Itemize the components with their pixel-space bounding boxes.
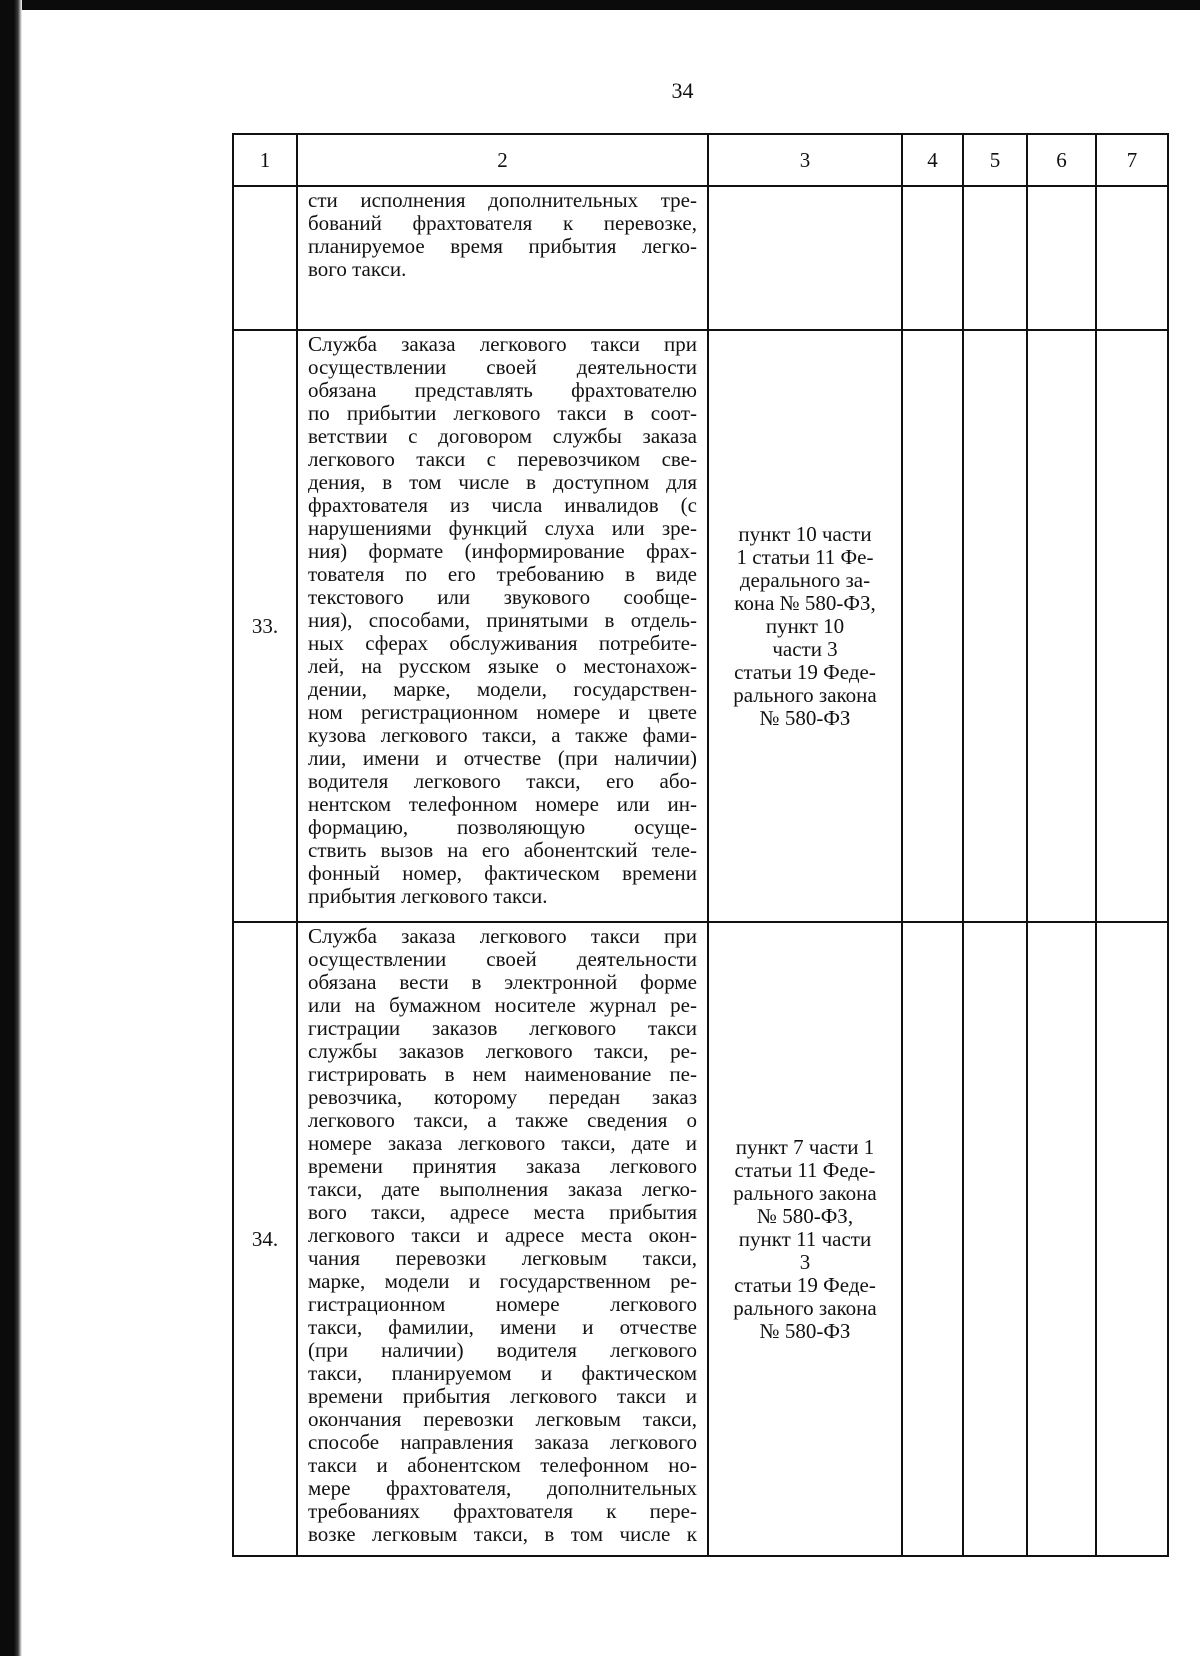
header-col-1: 1 [233, 134, 297, 186]
requirement-text [297, 186, 708, 330]
text-line: времени прибытия легкового такси и [308, 1385, 697, 1408]
empty-cell [1096, 922, 1168, 1556]
text-line: такси и абонентском телефонном но- [308, 1454, 697, 1477]
text-line: тователя по его требованию в виде [308, 563, 697, 586]
scan-edge-left [0, 0, 22, 1656]
text-line: марке, модели и государственном ре- [308, 1270, 697, 1293]
empty-cell [1027, 186, 1096, 330]
empty-cell [1027, 330, 1096, 922]
row-number: 34. [233, 922, 297, 1556]
text-line: сти исполнения дополнительных тре- [308, 189, 697, 212]
text-line: легкового такси, а также сведения о [308, 1109, 697, 1132]
page-number: 34 [671, 78, 694, 103]
reference-line: № 580-ФЗ [759, 1318, 851, 1343]
text-line: водителя легкового такси, его або- [308, 770, 697, 793]
text-line: возке легковым такси, в том числе к [308, 1523, 697, 1546]
reference-line: пункт 10 части [738, 521, 872, 546]
text-line: кузова легкового такси, а также фами- [308, 724, 697, 747]
text-line: легкового такси с перевозчиком све- [308, 448, 697, 471]
requirement-text [297, 330, 708, 922]
text-line: формацию, позволяющую осуще- [308, 816, 697, 839]
regulation-table [232, 133, 1169, 1557]
text-line: Служба заказа легкового такси при [308, 333, 697, 356]
text-line: прибытия легкового такси. [308, 885, 548, 908]
text-line: такси, фамилии, имени и отчестве [308, 1316, 697, 1339]
empty-cell [963, 922, 1027, 1556]
table-row [233, 922, 1168, 1556]
text-line: или на бумажном носителе журнал ре- [308, 994, 697, 1017]
text-line: лей, на русском языке о местонахож- [308, 655, 697, 678]
scan-edge-top [0, 0, 1200, 10]
reference-line: дерального за- [739, 567, 871, 592]
reference-line: статьи 19 Феде- [734, 1272, 876, 1297]
text-line: такси, дате выполнения заказа легко- [308, 1178, 697, 1201]
header-col-3: 3 [708, 134, 902, 186]
text-line: планируемое время прибытия легко- [308, 235, 697, 258]
reference-line: кона № 580-ФЗ, [734, 590, 876, 615]
table-row [233, 330, 1168, 922]
text-line: ствить вызов на его абонентский теле- [308, 839, 697, 862]
row-number [233, 186, 297, 330]
empty-cell [1027, 922, 1096, 1556]
reference-line: рального закона [733, 682, 877, 707]
reference-line: рального закона [733, 1295, 877, 1320]
reference-line: пункт 10 [765, 613, 845, 638]
empty-cell [1096, 330, 1168, 922]
text-line: лии, имени и отчестве (при наличии) [308, 747, 697, 770]
reference-line: рального закона [733, 1180, 877, 1205]
text-line: ния) формате (информирование фрах- [308, 540, 697, 563]
reference-line: статьи 19 Феде- [734, 659, 876, 684]
text-line: чания перевозки легковым такси, [308, 1247, 697, 1270]
empty-cell [902, 922, 963, 1556]
reference-line: № 580-ФЗ [759, 705, 851, 730]
text-line: осуществлении своей деятельности [308, 948, 697, 971]
empty-cell [963, 330, 1027, 922]
reference-line: № 580-ФЗ, [756, 1203, 854, 1228]
text-line: такси, планируемом и фактическом [308, 1362, 697, 1385]
text-line: времени принятия заказа легкового [308, 1155, 697, 1178]
requirement-text [297, 922, 708, 1556]
header-col-5: 5 [963, 134, 1027, 186]
text-line: мере фрахтователя, дополнительных [308, 1477, 697, 1500]
text-line: (при наличии) водителя легкового [308, 1339, 697, 1362]
text-line: осуществлении своей деятельности [308, 356, 697, 379]
text-line: вого такси, адресе места прибытия [308, 1201, 697, 1224]
row-number: 33. [233, 330, 297, 922]
empty-cell [1096, 186, 1168, 330]
empty-cell [963, 186, 1027, 330]
empty-cell [902, 186, 963, 330]
text-line: вого такси. [308, 258, 407, 281]
text-line: ных сферах обслуживания потребите- [308, 632, 697, 655]
empty-cell [902, 330, 963, 922]
text-line: обязана вести в электронной форме [308, 971, 697, 994]
reference-line: 1 статьи 11 Фе- [736, 544, 874, 569]
text-line: ния), способами, принятыми в отдель- [308, 609, 697, 632]
text-line: Служба заказа легкового такси при [308, 925, 697, 948]
text-line: нентском телефонном номере или ин- [308, 793, 697, 816]
text-line: дения, в том числе в доступном для [308, 471, 697, 494]
header-col-4: 4 [902, 134, 963, 186]
legal-reference [708, 186, 902, 330]
text-line: фрахтователя из числа инвалидов (с [308, 494, 697, 517]
text-line: текстового или звукового сообще- [308, 586, 697, 609]
text-line: окончания перевозки легковым такси, [308, 1408, 697, 1431]
text-line: ревозчика, которому передан заказ [308, 1086, 697, 1109]
text-line: ном регистрационном номере и цвете [308, 701, 697, 724]
text-line: дении, марке, модели, государствен- [308, 678, 697, 701]
table-row [233, 186, 1168, 330]
text-line: фонный номер, фактическом времени [308, 862, 697, 885]
header-col-2: 2 [297, 134, 708, 186]
text-line: службы заказов легкового такси, ре- [308, 1040, 697, 1063]
reference-line: пункт 11 части [738, 1226, 872, 1251]
reference-line: статьи 11 Феде- [734, 1157, 876, 1182]
header-col-7: 7 [1096, 134, 1168, 186]
table-header-row [233, 134, 1168, 186]
legal-reference [708, 922, 902, 1556]
text-line: требованиях фрахтователя к пере- [308, 1500, 697, 1523]
reference-line: 3 [799, 1249, 811, 1274]
reference-line: части 3 [772, 636, 838, 661]
text-line: легкового такси и адресе места окон- [308, 1224, 697, 1247]
text-line: по прибытии легкового такси в соот- [308, 402, 697, 425]
legal-reference [708, 330, 902, 922]
text-line: способе направления заказа легкового [308, 1431, 697, 1454]
text-line: ветствии с договором службы заказа [308, 425, 697, 448]
reference-line: пункт 7 части 1 [735, 1134, 875, 1159]
text-line: обязана представлять фрахтователю [308, 379, 697, 402]
text-line: гистрировать в нем наименование пе- [308, 1063, 697, 1086]
text-line: гистрации заказов легкового такси [308, 1017, 697, 1040]
header-col-6: 6 [1027, 134, 1096, 186]
text-line: гистрационном номере легкового [308, 1293, 697, 1316]
text-line: бований фрахтователя к перевозке, [308, 212, 697, 235]
text-line: нарушениями функций слуха или зре- [308, 517, 697, 540]
text-line: номере заказа легкового такси, дате и [308, 1132, 697, 1155]
